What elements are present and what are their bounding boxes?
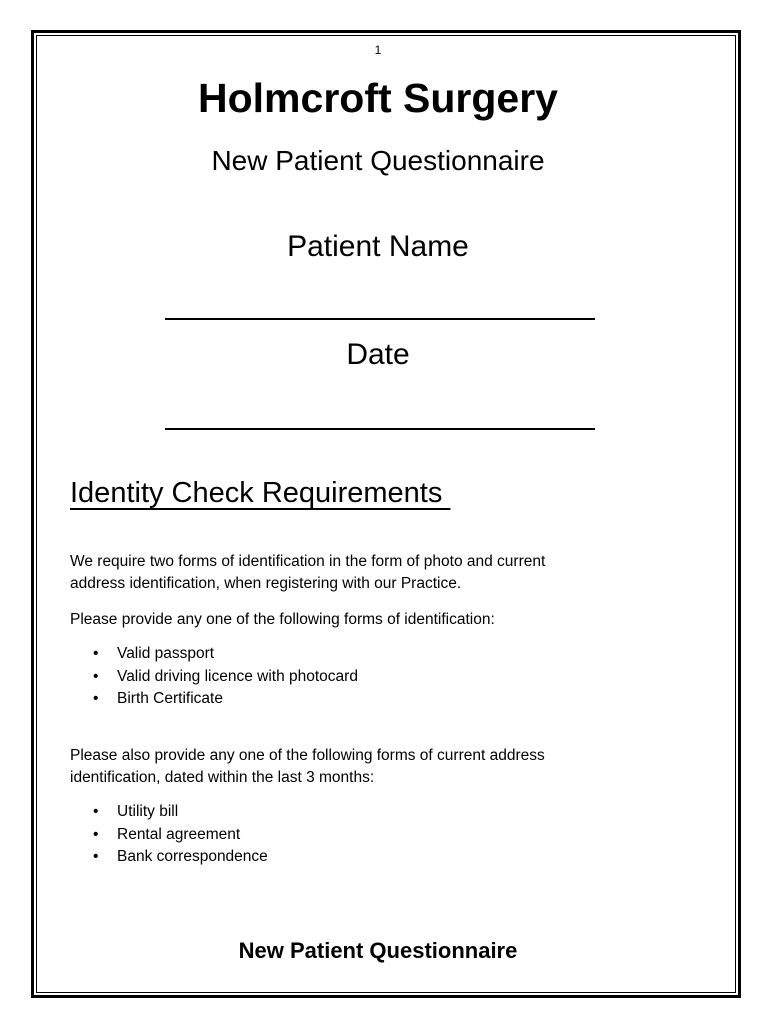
patient-name-field-line[interactable] [165, 318, 595, 320]
list-item [70, 688, 358, 711]
form-subtitle: New Patient Questionnaire [211, 145, 545, 176]
list-item [70, 846, 268, 869]
bullet-icon: • [93, 645, 99, 662]
bullet-icon: • [93, 803, 99, 820]
list-item-label: Bank correspondence [117, 848, 268, 865]
footer-title: New Patient Questionnaire [238, 938, 518, 963]
address-id-prompt [70, 745, 670, 789]
address-id-list [70, 801, 268, 869]
bullet-icon: • [93, 690, 99, 707]
list-item-label: Valid passport [117, 645, 215, 662]
date-field-line[interactable] [165, 428, 595, 430]
page-number: 1 [374, 43, 382, 57]
list-item [70, 801, 268, 824]
list-item [70, 824, 268, 847]
bullet-icon: • [93, 825, 99, 843]
bullet-icon: • [93, 848, 99, 865]
list-item [70, 643, 358, 666]
address-prompt-line: Please also provide any one of the following forms of current address [70, 747, 545, 764]
photo-id-list [70, 643, 358, 711]
photo-id-prompt: Please provide any one of the following forms of identification: [70, 611, 495, 628]
identity-intro-line: We require two forms of identification in the form of photo and current [70, 553, 546, 570]
date-label: Date [346, 338, 410, 371]
list-item-label: Birth Certificate [117, 690, 223, 707]
list-item-label: Valid driving licence with photocard [117, 667, 358, 685]
bullet-icon: • [93, 667, 99, 685]
section-heading: Identity Check Requirements [70, 477, 451, 509]
address-prompt-line: identification, dated within the last 3 months: [70, 769, 375, 786]
list-item-label: Rental agreement [117, 825, 241, 843]
list-item [70, 666, 358, 689]
identity-intro [70, 551, 670, 595]
list-item-label: Utility bill [117, 803, 179, 820]
patient-name-label: Patient Name [287, 230, 469, 263]
practice-title: Holmcroft Surgery [198, 75, 558, 121]
identity-intro-line: address identification, when registering with our Practice. [70, 575, 462, 592]
